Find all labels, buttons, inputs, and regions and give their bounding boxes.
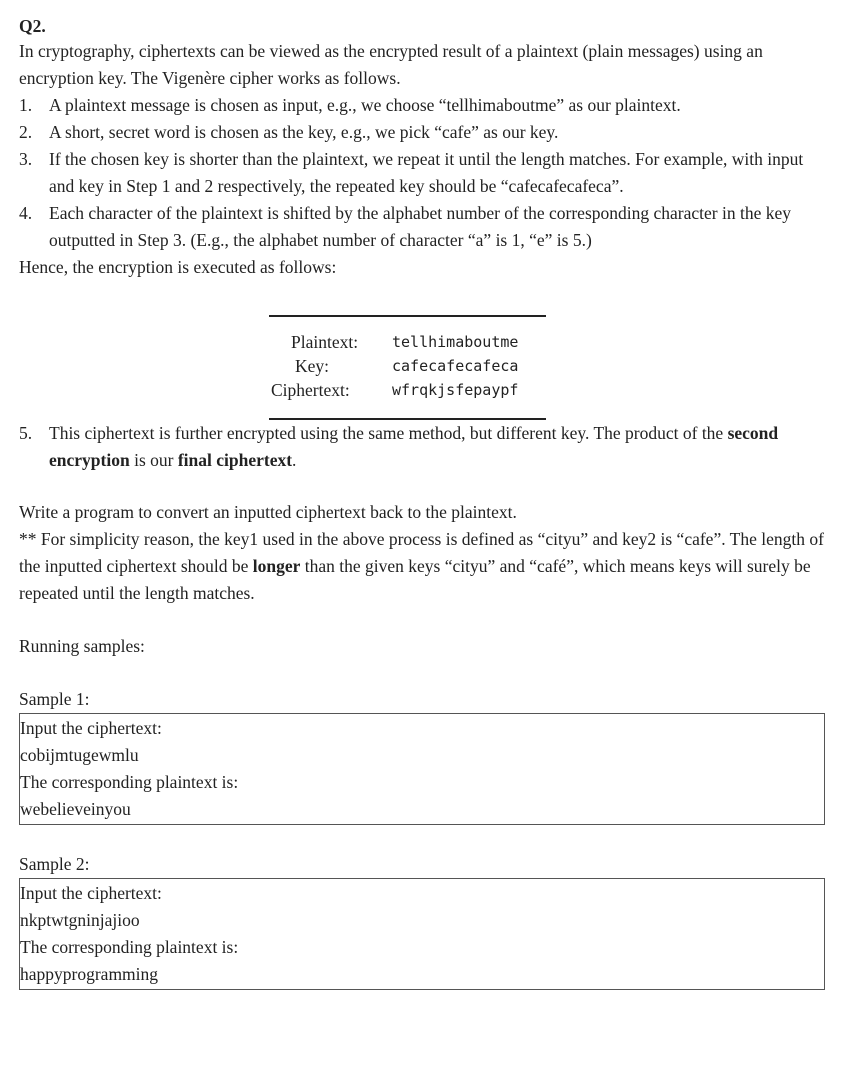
example-plaintext-row: [269, 330, 546, 354]
question-title: Q2.: [19, 16, 46, 36]
example-key-row: [269, 354, 546, 378]
step-number: 2.: [19, 122, 33, 142]
intro-paragraph: In cryptography, ciphertexts can be viewed as the encrypted result of a plaintext (plain messages) using an encryption key. The Vigenère cipher works as follows.: [19, 41, 763, 88]
key-value: cafecafecafeca: [392, 357, 519, 375]
step5-list: [19, 420, 825, 474]
key-label: Key:: [295, 356, 330, 376]
step-item: [19, 146, 825, 200]
plaintext-value: tellhimaboutme: [392, 333, 519, 351]
step5-text-c: .: [292, 450, 297, 470]
task-paragraph: Write a program to convert an inputted ciphertext back to the plaintext.: [19, 502, 517, 522]
note-text-b: than the given keys “cityu” and “café”, which means keys will surely be repeated until the length matches.: [19, 556, 811, 603]
step-item: [19, 420, 825, 474]
note-paragraph: [19, 526, 825, 607]
step5-text-b: is our: [129, 450, 178, 470]
example-ciphertext-row: [269, 378, 546, 402]
note-bold: longer: [252, 556, 301, 576]
step-number: 3.: [19, 149, 33, 169]
step5-text-a: This ciphertext is further encrypted using the same method, but different key. The product of the: [49, 423, 728, 443]
sample-output: happyprogramming: [20, 964, 159, 984]
sample-output-box: [19, 713, 825, 825]
sample-input: cobijmtugewmlu: [20, 745, 139, 765]
step5-bold-b: final ciphertext: [177, 450, 293, 470]
step-item: [19, 92, 825, 119]
sample-label: Sample 1:: [19, 689, 90, 709]
step-text: A plaintext message is chosen as input, e.g., we choose “tellhimaboutme” as our plaintext.: [49, 95, 681, 115]
sample-prompt: Input the ciphertext:: [20, 883, 162, 903]
note-text-a: ** For simplicity reason, the key1 used in the above process is defined as “cityu” and key2 is “cafe”. The length of the inputted ciphertext should be: [19, 529, 824, 576]
sample-input: nkptwtgninjajioo: [20, 910, 140, 930]
step-text: A short, secret word is chosen as the key, e.g., we pick “cafe” as our key.: [49, 122, 559, 142]
question-page: [19, 14, 825, 990]
sample-output: webelieveinyou: [20, 799, 131, 819]
ciphertext-label: Ciphertext:: [271, 380, 350, 400]
sample-result-label: The corresponding plaintext is:: [20, 937, 239, 957]
step-number: 4.: [19, 203, 33, 223]
step-text: Each character of the plaintext is shifted by the alphabet number of the corresponding character in the key outputted in Step 3. (E.g., the alphabet number of character “a” is 1, “e” is 5.): [49, 203, 791, 250]
sample-prompt: Input the ciphertext:: [20, 718, 162, 738]
plaintext-label: Plaintext:: [291, 332, 359, 352]
ciphertext-value: wfrqkjsfepaypf: [392, 381, 519, 399]
steps-list: [19, 92, 825, 254]
step-item: [19, 200, 825, 254]
step-number: 1.: [19, 95, 33, 115]
hence-paragraph: Hence, the encryption is executed as follows:: [19, 257, 337, 277]
sample-result-label: The corresponding plaintext is:: [20, 772, 239, 792]
sample-output-box: [19, 878, 825, 990]
step-text: If the chosen key is shorter than the plaintext, we repeat it until the length matches. For example, with input and key in Step 1 and 2 respectively, the repeated key should be “cafecafecafeca”.: [49, 149, 804, 196]
step-number: 5.: [19, 423, 33, 443]
running-samples-heading: Running samples:: [19, 636, 145, 656]
step5-bold-a: second encryption: [49, 423, 779, 470]
encryption-example-table: [269, 315, 546, 420]
step-item: [19, 119, 825, 146]
sample-label: Sample 2:: [19, 854, 90, 874]
